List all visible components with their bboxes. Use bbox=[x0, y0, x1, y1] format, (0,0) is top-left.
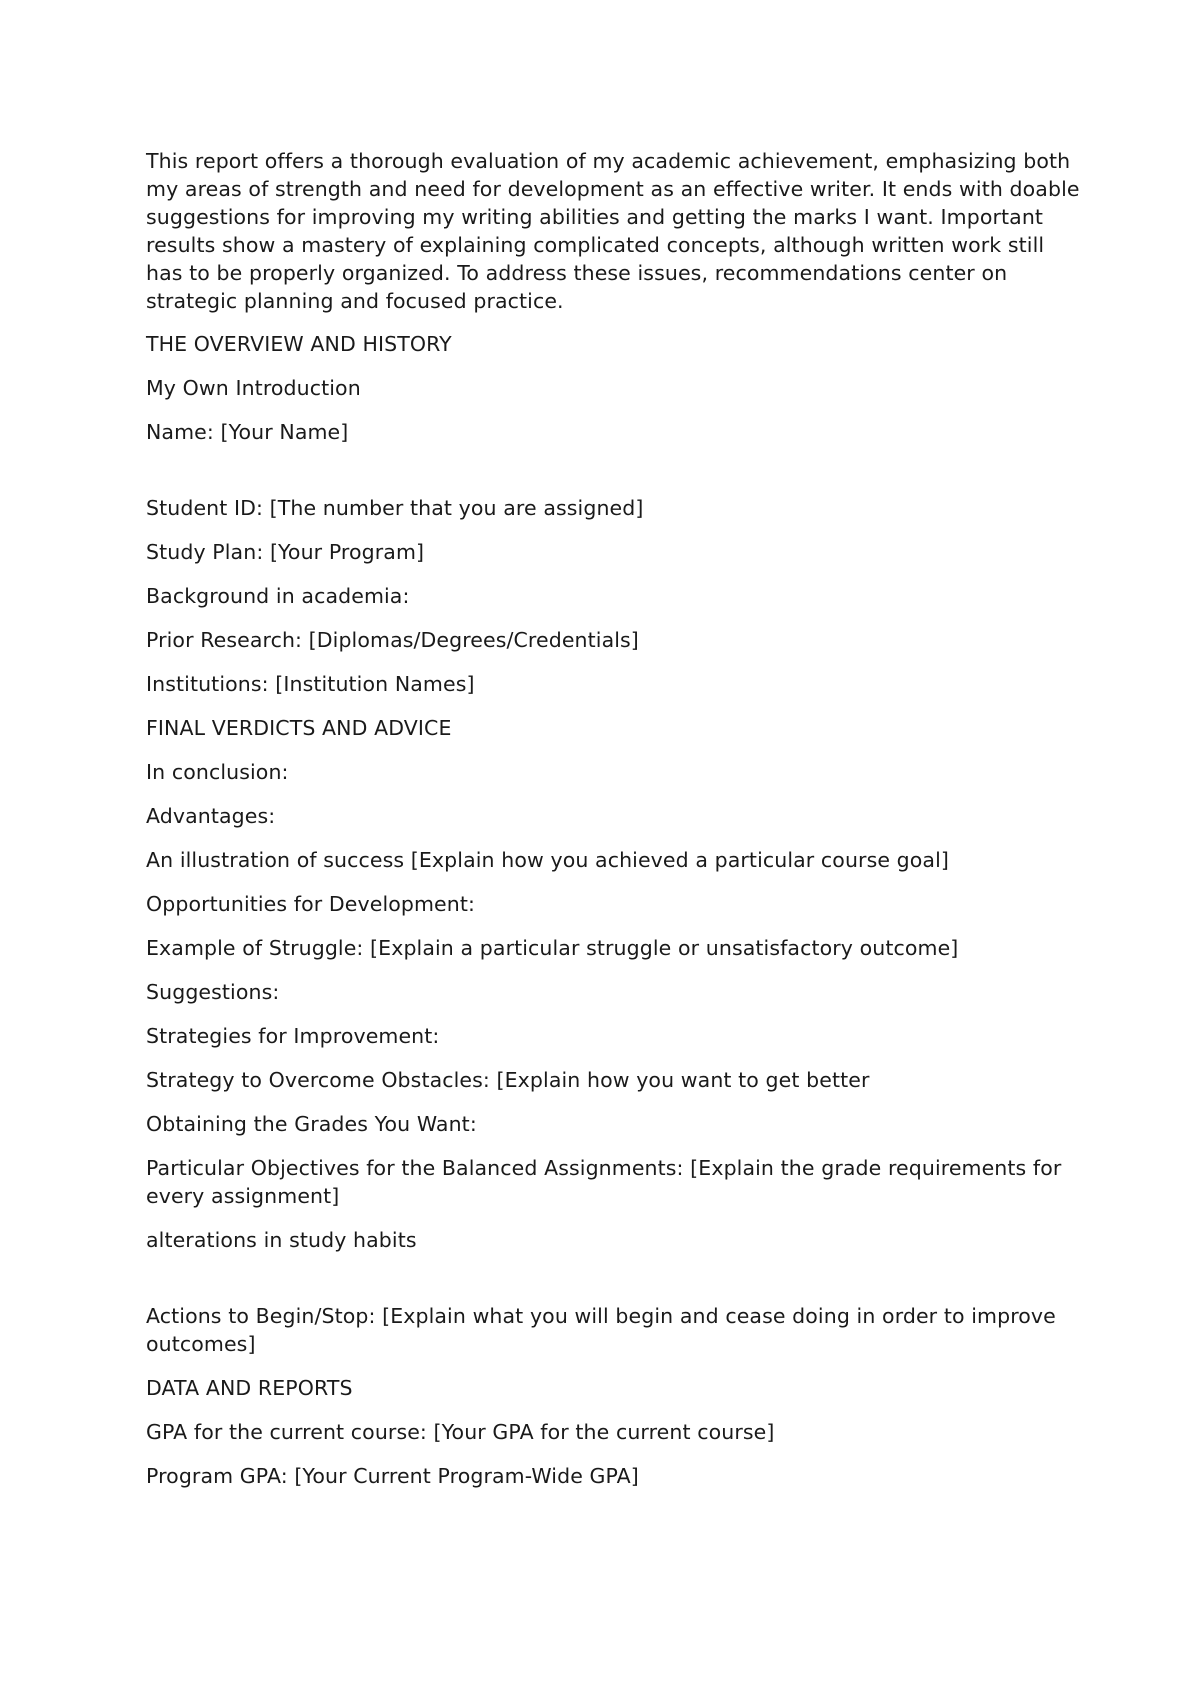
struggle-example: Example of Struggle: [Explain a particular struggle or unsatisfactory outcome] bbox=[146, 936, 959, 960]
strategies-label: Strategies for Improvement: bbox=[146, 1024, 440, 1048]
institutions-field: Institutions: [Institution Names] bbox=[146, 672, 475, 696]
intro-paragraph: This report offers a thorough evaluation of my academic achievement, emphasizing both my areas of strength and need for development as an effective writer. It ends with doable suggestions for improving my writing abilities and getting the marks I want. Important results show a mastery of explaining complicated concepts, although written work still has to be properly organized. To address these issues, recommendations center on strategic planning and focused practice. bbox=[146, 149, 1080, 313]
program-gpa-field: Program GPA: [Your Current Program-Wide GPA] bbox=[146, 1464, 639, 1488]
obtaining-grades-label: Obtaining the Grades You Want: bbox=[146, 1112, 477, 1136]
background-label: Background in academia: bbox=[146, 584, 410, 608]
section-heading-data: DATA AND REPORTS bbox=[146, 1376, 353, 1400]
blank-line bbox=[146, 462, 1086, 494]
course-gpa-field: GPA for the current course: [Your GPA for the current course] bbox=[146, 1420, 775, 1444]
conclusion-label: In conclusion: bbox=[146, 760, 289, 784]
section-heading-overview: THE OVERVIEW AND HISTORY bbox=[146, 332, 452, 356]
section-heading-verdicts: FINAL VERDICTS AND ADVICE bbox=[146, 716, 452, 740]
prior-research-field: Prior Research: [Diplomas/Degrees/Credentials] bbox=[146, 628, 639, 652]
overcome-strategy: Strategy to Overcome Obstacles: [Explain how you want to get better bbox=[146, 1068, 870, 1092]
suggestions-label: Suggestions: bbox=[146, 980, 280, 1004]
actions-field: Actions to Begin/Stop: [Explain what you will begin and cease doing in order to improve outcomes] bbox=[146, 1304, 1056, 1356]
study-plan-field: Study Plan: [Your Program] bbox=[146, 540, 425, 564]
blank-line bbox=[146, 1270, 1086, 1302]
student-id-field: Student ID: [The number that you are assigned] bbox=[146, 496, 644, 520]
own-introduction-label: My Own Introduction bbox=[146, 376, 361, 400]
advantages-label: Advantages: bbox=[146, 804, 276, 828]
success-example: An illustration of success [Explain how you achieved a particular course goal] bbox=[146, 848, 949, 872]
name-field: Name: [Your Name] bbox=[146, 420, 349, 444]
opportunities-label: Opportunities for Development: bbox=[146, 892, 476, 916]
study-habits-label: alterations in study habits bbox=[146, 1228, 417, 1252]
objectives-field: Particular Objectives for the Balanced Assignments: [Explain the grade requirements for every assignment] bbox=[146, 1156, 1062, 1208]
document-page bbox=[146, 147, 1086, 1506]
